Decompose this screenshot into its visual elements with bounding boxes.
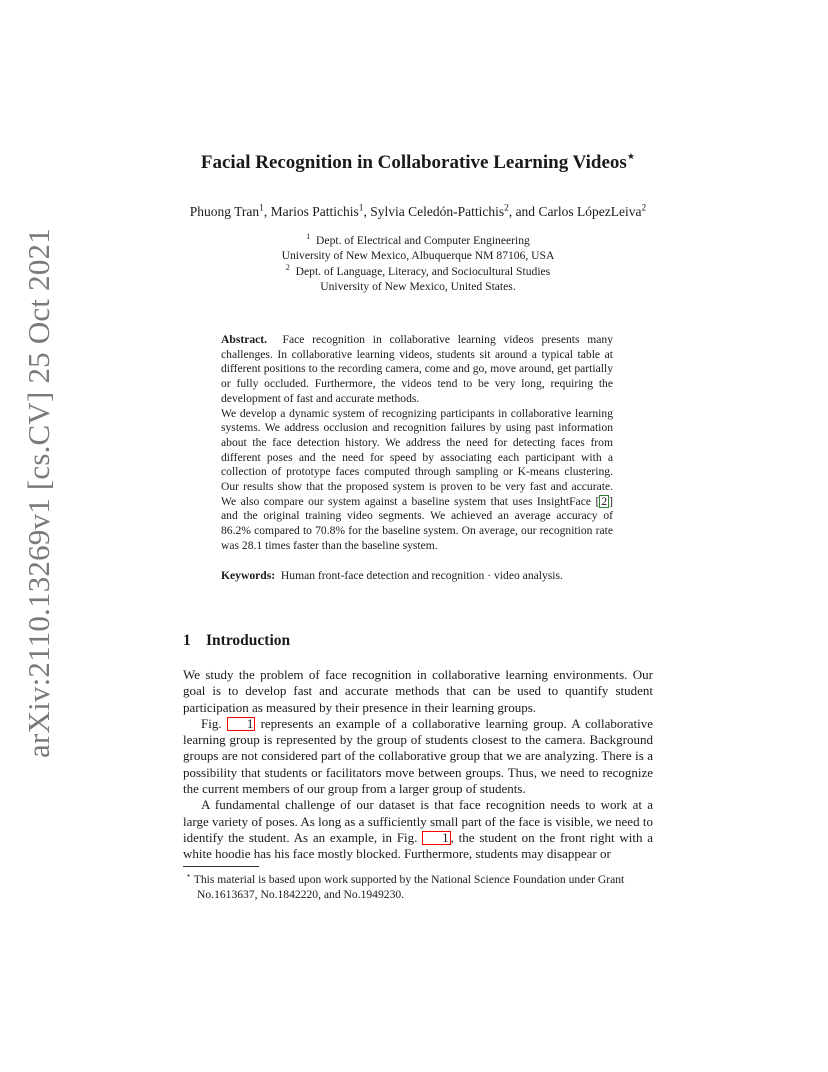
author-name: Sylvia Celedón-Pattichis <box>370 204 505 219</box>
section-title: Introduction <box>206 632 291 649</box>
footnote-mark: ⋆ <box>186 871 192 881</box>
footnote <box>183 872 653 902</box>
affiliation-1-line1: $^1$ Dept. of Electrical and Computer Engineering <box>306 232 530 247</box>
affiliations <box>183 233 653 295</box>
author-affil-mark: 1 <box>259 203 264 214</box>
body-paragraph-1: We study the problem of face recognition in collaborative learning environments. Our goal is to develop fast and accurate methods that can be used to quantify student participation as measured by their presence in their learning groups. <box>183 667 653 715</box>
title-footnote-mark: ⋆ <box>626 148 636 164</box>
body-text <box>183 667 653 863</box>
citation-link[interactable]: 2 <box>601 494 608 508</box>
paper-title <box>183 148 653 174</box>
section-number: 1 <box>183 632 191 649</box>
title-text: Facial Recognition in Collaborative Learning Videos <box>200 152 627 173</box>
affiliation-2-line2: University of New Mexico, United States. <box>320 280 516 294</box>
author-list: Phuong Tran$^1$, Marios Pattichis$^1$, Sylvia Celedón-Pattichis$^2$, and Carlos LópezLeiva$^2$ <box>189 203 647 219</box>
author-affil-mark: 1 <box>358 203 364 214</box>
keywords-label: Keywords: <box>221 569 276 582</box>
keywords: Keywords: Human front-face detection and recognition · video analysis. <box>221 569 563 582</box>
abstract <box>221 333 613 554</box>
arxiv-identifier: arXiv:2110.13269v1 [cs.CV] 25 Oct 2021 <box>21 228 56 758</box>
figure-link[interactable]: 1 <box>227 717 256 731</box>
body-paragraph-3: A fundamental challenge of our dataset is that face recognition needs to work at a large variety of poses. As long as a sufficiently small part of the face is visible, we need to identify the student. As an example, in Fig. 1 , the student on the front right with a white hoodie has his face mostly blocked. Furthermore, students may disappear or <box>183 797 653 862</box>
figure-link[interactable]: 1 <box>422 831 451 845</box>
abstract-label: Abstract. <box>221 333 268 346</box>
author-name: Marios Pattichis <box>270 204 359 219</box>
affiliation-1-line2: University of New Mexico, Albuquerque NM 87106, USA <box>281 249 555 263</box>
author-name: Carlos LópezLeiva <box>538 204 642 219</box>
body-paragraph-2: Fig. 1 represents an example of a collaborative learning group. A collaborative learning group is represented by the group of students closest to the camera. Background groups are not considered part of the collaborative group that we are analyzing. There is a possibility that students or facilitators move between groups. Thus, we need to recognize the current members of our group from a larger group of students. <box>183 715 654 797</box>
abstract-paragraph-2: We develop a dynamic system of recognizing participants in collaborative learning systems. We address occlusion and recognition failures by using past information about the face detection history. We address the need for detecting faces from different poses and the need for speed by associating each participant with a collection of prototype faces computed through sampling or K-means clustering. Our results show that the proposed system is proven to be very fast and accurate. We also compare our system against a baseline system that uses InsightFace [ 2 ] and the original training video segments. We achieved an average accuracy of 86.2% compared to 70.8% for the baseline system. On average, our recognition rate was 28.1 times faster than the baseline system. <box>221 406 613 552</box>
author-affil-mark: 2 <box>641 203 647 214</box>
abstract-paragraph-1: Abstract. Face recognition in collaborative learning videos presents many challenges. In collaborative learning videos, students sit around a typical table at different positions to the recording camera, come and go, move around, get partially or fully occluded. Furthermore, the videos tend to be very long, requiring the development of fast and accurate methods. <box>221 333 614 405</box>
affiliation-2-line1: $^2$ Dept. of Language, Literacy, and Sociocultural Studies <box>285 262 551 278</box>
footnote-divider <box>183 866 259 867</box>
author-affil-mark: 2 <box>504 203 509 214</box>
footnote-text: This material is based upon work supported by the National Science Foundation under Grant No.1613637, No.1842220, and No.1949230. <box>193 873 625 901</box>
section-heading <box>183 632 290 650</box>
author-name: Phuong Tran <box>189 204 260 219</box>
